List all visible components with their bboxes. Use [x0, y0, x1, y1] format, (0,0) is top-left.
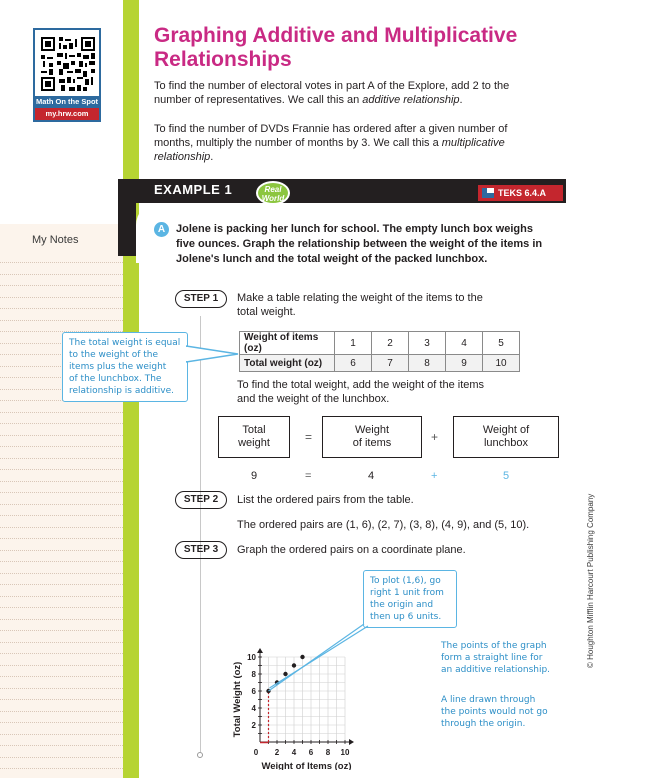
intro-p1-line2: number of representatives. We call this an: [154, 94, 360, 106]
notes-line: [0, 262, 123, 263]
notes-line: [0, 561, 123, 562]
y-axis-arrow: [257, 648, 263, 653]
intro-paragraph-2: To find the number of DVDs Frannie has ordered after a given number of months, multiply the number of months by 3. We call this a multiplicative relationship.: [154, 123, 508, 163]
weight-of-lunchbox-box: [453, 416, 559, 458]
notes-line: [0, 584, 123, 585]
notes-line: [0, 469, 123, 470]
data-point: [300, 655, 304, 659]
badge-line2: World: [261, 194, 285, 203]
notes-line: [0, 320, 123, 321]
hrw-link[interactable]: my.hrw.com: [35, 108, 99, 120]
y-tick-label: 2: [251, 721, 256, 730]
step-1-line2: total weight.: [237, 306, 296, 318]
copyright-notice: © Houghton Mifflin Harcourt Publishing Company: [586, 493, 595, 668]
notes-line: [0, 435, 123, 436]
notes-line: [0, 504, 123, 505]
table-cell: 5: [483, 332, 520, 355]
notes-line: [0, 423, 123, 424]
problem-statement: [176, 222, 566, 267]
box1-line2: weight: [238, 437, 270, 449]
callout-pointer: [186, 340, 240, 370]
y-tick-label: 10: [247, 653, 256, 662]
callout-line: right 1 unit from: [370, 588, 444, 598]
box3-line1: Weight of: [482, 424, 530, 436]
step-guide-line: [200, 316, 201, 752]
y-tick-label: 6: [251, 687, 256, 696]
equals-sign: =: [305, 430, 313, 444]
x-tick-label: 6: [308, 748, 314, 757]
notes-line: [0, 550, 123, 551]
texas-flag-icon: [482, 188, 494, 198]
table-cell: 8: [409, 355, 446, 372]
x-tick-label: 4: [291, 748, 297, 757]
plus-sign: +: [431, 430, 439, 444]
relationship-term: relationship: [154, 151, 211, 163]
notes-line: [0, 538, 123, 539]
notes-line: [0, 446, 123, 447]
badge-line1: Real: [264, 185, 282, 194]
notes-line: [0, 285, 123, 286]
math-on-the-spot-label: Math On the Spot: [35, 97, 99, 106]
note-line: through the origin.: [441, 719, 526, 729]
notes-line: [0, 492, 123, 493]
step-1-explanation: [237, 378, 484, 406]
weight-table: [239, 331, 520, 372]
notes-line: [0, 308, 123, 309]
my-notes-title: My Notes: [32, 234, 79, 246]
notes-line: [0, 412, 123, 413]
callout-line: then up 6 units.: [370, 612, 442, 622]
callout-line: To plot (1,6), go: [370, 576, 441, 586]
example-label: EXAMPLE 1: [154, 182, 233, 197]
table-cell: 7: [372, 355, 409, 372]
box1-line1: Total: [242, 424, 266, 436]
notes-line: [0, 653, 123, 654]
y-axis-label: Total Weight (oz): [232, 661, 243, 738]
intro-p2-line1: To find the number of DVDs Frannie has ordered after a given number of: [154, 123, 508, 135]
multiplicative-term: multiplicative: [441, 137, 505, 149]
notes-line: [0, 642, 123, 643]
notes-line: [0, 699, 123, 700]
step-3-badge: STEP 3: [175, 541, 227, 559]
intro-p1-line1: To find the number of electoral votes in part A of the Explore, add 2 to the: [154, 80, 510, 92]
problem-line3: Jolene's lunch and the total weight of the packed lunchbox.: [176, 253, 488, 265]
notes-line: [0, 607, 123, 608]
step-2-text: List the ordered pairs from the table.: [237, 494, 414, 506]
intro-p2-line2: months, multiply the number of months by 3. We call this a: [154, 137, 439, 149]
data-point: [292, 663, 296, 667]
explanation-line1: To find the total weight, add the weight of the items: [237, 379, 485, 391]
qr-code-icon: [39, 33, 97, 95]
problem-line2: five ounces. Graph the relationship between the weight of the items in: [176, 238, 543, 250]
callout-line: to the weight of the: [69, 350, 159, 360]
example-bracket: [118, 196, 136, 256]
notes-line: [0, 665, 123, 666]
box2-line1: Weight: [354, 424, 390, 436]
real-world-badge: [256, 181, 290, 205]
table-cell: 2: [372, 332, 409, 355]
data-point: [283, 672, 287, 676]
table-cell: 6: [335, 355, 372, 372]
notes-line: [0, 481, 123, 482]
note-line: A line drawn through: [441, 695, 536, 705]
part-a-marker: A: [154, 222, 169, 237]
callout-line: the origin and: [370, 600, 434, 610]
intro-paragraph-1: To find the number of electoral votes in part A of the Explore, add 2 to the number of representatives. We call this an additive relationship.: [154, 80, 510, 106]
y-tick-label: 8: [251, 670, 256, 679]
step-2-badge: STEP 2: [175, 491, 227, 509]
table-cell: 3: [409, 332, 446, 355]
notes-line: [0, 757, 123, 758]
note-line: The points of the graph: [441, 641, 547, 651]
note-line: an additive relationship.: [441, 665, 551, 675]
lunchbox-weight-value: 5: [503, 470, 510, 482]
notes-line: [0, 722, 123, 723]
explanation-line2: and the weight of the lunchbox.: [237, 393, 390, 405]
table-row: [240, 355, 520, 372]
step-1-text: [237, 291, 483, 319]
equals-sign-2: =: [305, 470, 312, 482]
callout-line: relationship is additive.: [69, 386, 175, 396]
total-weight-value: 9: [251, 470, 258, 482]
table-header-items: Weight of items (oz): [240, 332, 335, 355]
notes-line: [0, 676, 123, 677]
weight-of-items-box: [322, 416, 422, 458]
note-line: the points would not go: [441, 707, 548, 717]
notes-line: [0, 458, 123, 459]
notes-line: [0, 573, 123, 574]
x-axis-arrow: [349, 739, 354, 745]
page-title: Graphing Additive and Multiplicative Relationships: [154, 24, 518, 71]
notes-line: [0, 515, 123, 516]
items-weight-value: 4: [368, 470, 375, 482]
coordinate-graph: [228, 600, 438, 770]
callout-line: of the lunchbox. The: [69, 374, 162, 384]
box2-line2: of items: [352, 437, 392, 449]
table-cell: 1: [335, 332, 372, 355]
x-tick-label: 10: [340, 748, 350, 757]
guide-line-end: [197, 752, 203, 758]
notes-line: [0, 711, 123, 712]
table-cell: 4: [446, 332, 483, 355]
additive-callout: [62, 332, 188, 402]
table-header-total: Total weight (oz): [240, 355, 335, 372]
notes-line: [0, 734, 123, 735]
x-tick-label: 2: [274, 748, 280, 757]
plot-callout-pointer: [269, 624, 365, 691]
problem-line1: Jolene is packing her lunch for school. The empty lunch box weighs: [176, 223, 533, 235]
notes-line: [0, 596, 123, 597]
math-on-the-spot-box[interactable]: [33, 28, 101, 122]
step-1-badge: STEP 1: [175, 290, 227, 308]
table-cell: 10: [483, 355, 520, 372]
total-weight-box: [218, 416, 290, 458]
notes-line: [0, 688, 123, 689]
x-axis-label: Weight of Items (oz): [261, 761, 352, 770]
table-row: [240, 332, 520, 355]
plus-sign-2: +: [431, 470, 438, 482]
notes-line: [0, 745, 123, 746]
note-line: form a straight line for: [441, 653, 543, 663]
y-tick-label: 4: [251, 704, 256, 713]
callout-line: items plus the weight: [69, 362, 167, 372]
notes-line: [0, 619, 123, 620]
notes-line: [0, 527, 123, 528]
notes-line: [0, 768, 123, 769]
teks-label: TEKS 6.4.A: [498, 188, 547, 198]
notes-line: [0, 630, 123, 631]
x-tick-label: 0: [253, 748, 259, 757]
points-note: [441, 640, 550, 676]
box3-line2: lunchbox: [483, 437, 529, 449]
additive-term: additive relationship: [362, 94, 460, 106]
table-cell: 9: [446, 355, 483, 372]
origin-note: [441, 694, 548, 730]
callout-line: The total weight is equal: [69, 338, 181, 348]
notes-line: [0, 297, 123, 298]
x-tick-label: 8: [325, 748, 331, 757]
step-3-text: Graph the ordered pairs on a coordinate plane.: [237, 544, 466, 556]
ordered-pairs-text: The ordered pairs are (1, 6), (2, 7), (3, 8), (4, 9), and (5, 10).: [237, 519, 530, 531]
notes-line: [0, 274, 123, 275]
step-1-line1: Make a table relating the weight of the items to the: [237, 292, 483, 304]
teks-badge: [478, 185, 563, 201]
